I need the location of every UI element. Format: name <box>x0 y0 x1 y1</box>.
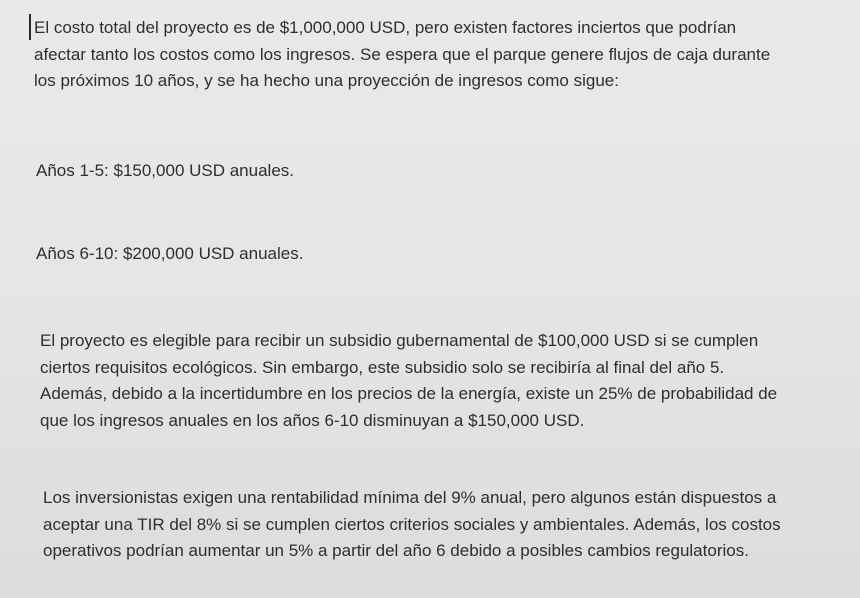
text-line: los próximos 10 años, y se ha hecho una proyección de ingresos como sigue: <box>34 71 619 90</box>
text-line: ciertos requisitos ecológicos. Sin embargo, este subsidio solo se recibiría al final del año 5. <box>40 357 725 377</box>
paragraph-years-6-10: Años 6-10: $200,000 USD anuales. <box>36 244 304 263</box>
paragraph-subsidy <box>40 328 777 434</box>
text-line: Los inversionistas exigen una rentabilidad mínima del 9% anual, pero algunos están dispuestos a <box>43 488 777 507</box>
paragraph-investors <box>43 485 781 565</box>
text-line: El proyecto es elegible para recibir un subsidio gubernamental de $100,000 USD si se cumplen <box>40 331 759 350</box>
text-line: aceptar una TIR del 8% si se cumplen ciertos criterios sociales y ambientales. Además, los costos <box>43 514 781 534</box>
text-line: operativos podrían aumentar un 5% a partir del año 6 debido a posibles cambios regulatorios. <box>43 541 749 560</box>
text-line: El costo total del proyecto es de $1,000,000 USD, pero existen factores inciertos que podrían <box>34 18 737 37</box>
text-cursor <box>29 14 31 40</box>
text-line: que los ingresos anuales en los años 6-10 disminuyan a $150,000 USD. <box>40 410 585 430</box>
text-line: Además, debido a la incertidumbre en los precios de la energía, existe un 25% de probabilidad de <box>40 384 778 403</box>
paragraph-project-cost <box>34 15 770 95</box>
text-line: afectar tanto los costos como los ingresos. Se espera que el parque genere flujos de caja durante <box>34 44 771 64</box>
paragraph-years-1-5: Años 1-5: $150,000 USD anuales. <box>36 161 295 180</box>
